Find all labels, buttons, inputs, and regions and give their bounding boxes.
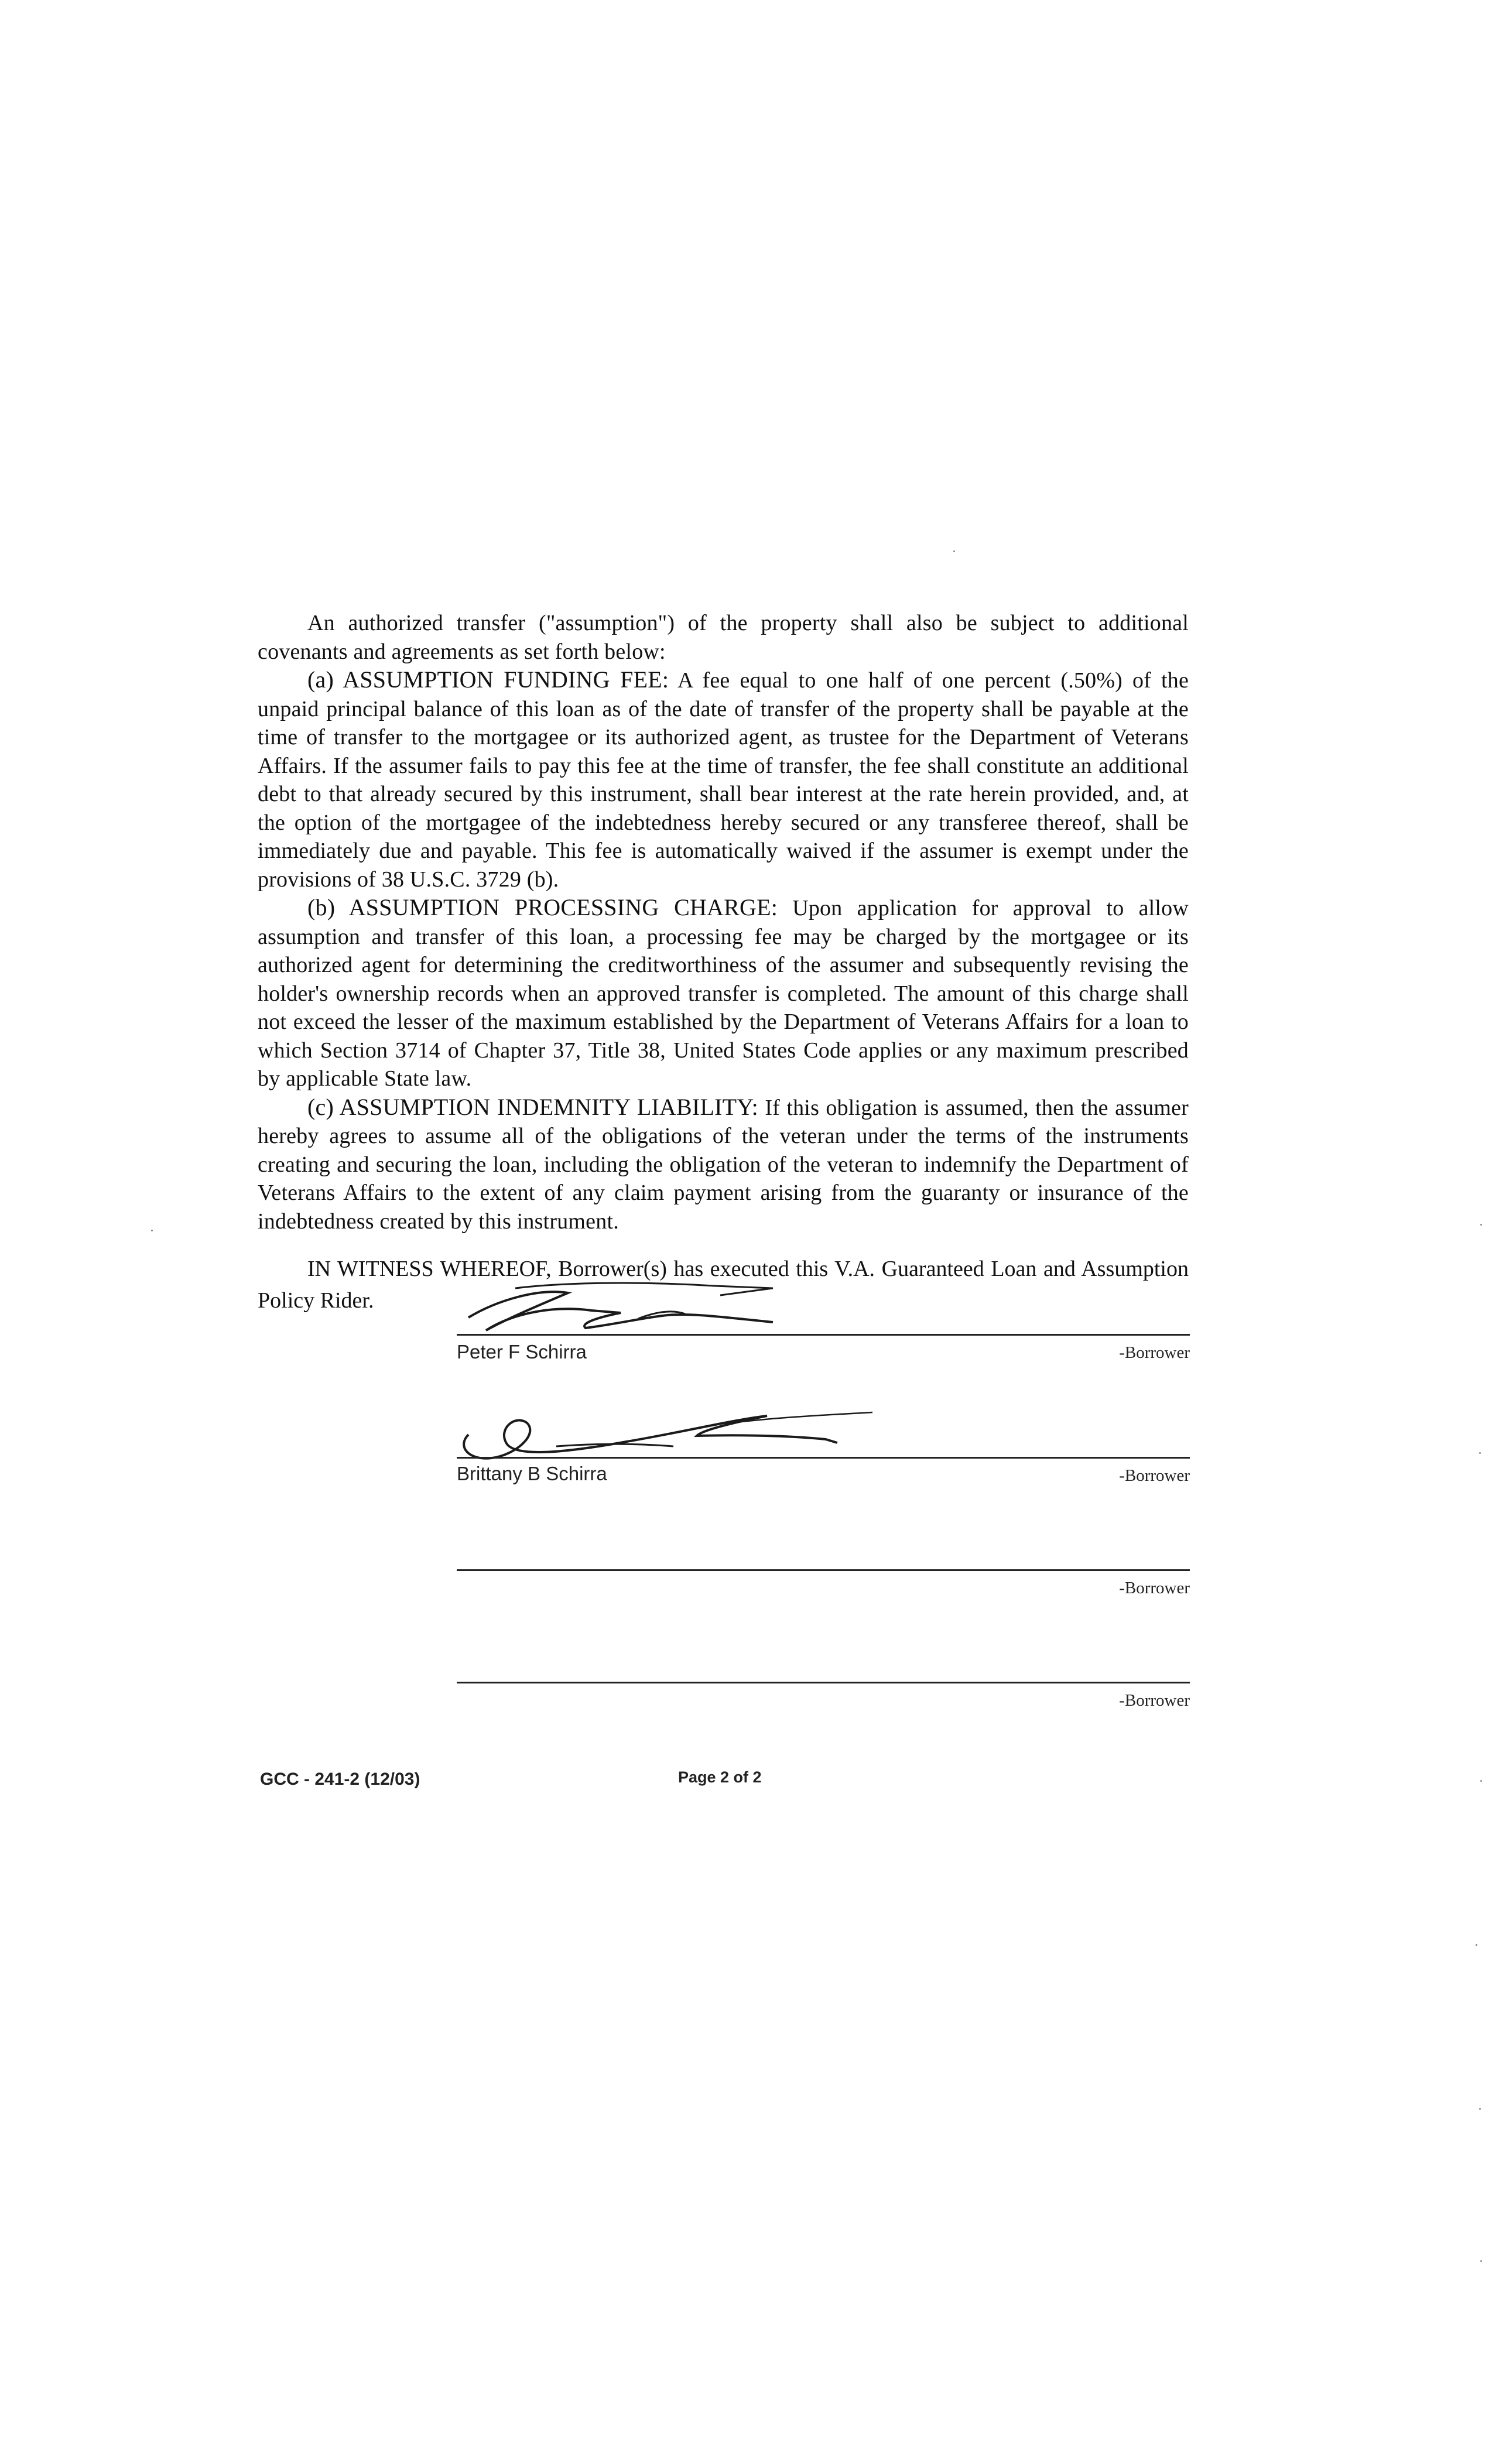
signer-name: Brittany B Schirra (457, 1463, 607, 1484)
signature-line (457, 1569, 1190, 1571)
clause-funding-fee (258, 666, 1189, 894)
clause-heading: (b) ASSUMPTION PROCESSING CHARGE: (307, 894, 778, 920)
signer-role: -Borrower (1119, 1579, 1190, 1597)
page-number: Page 2 of 2 (678, 1768, 762, 1786)
signer-name: Peter F Schirra (457, 1341, 587, 1363)
intro-paragraph: An authorized transfer ("assumption") of the property shall also be subject to additional covenants and agreements as set forth below: (258, 611, 1189, 664)
scan-speck (953, 550, 955, 552)
witness-paragraph: IN WITNESS WHEREOF, Borrower(s) has executed this V.A. Guaranteed Loan and Assumption Policy Rider. (258, 1257, 1189, 1313)
clause-heading: (c) ASSUMPTION INDEMNITY LIABILITY: (307, 1093, 758, 1120)
clause-text: Upon application for approval to allow assumption and transfer of this loan, a processing fee may be charged by the mortgagee or its authorized agent for determining the creditworthiness of the assumer and subsequently revising the holder's ownership records when an approved transfer is completed. The amount of this charge shall not exceed the lesser of the maximum established by the Department of Veterans Affairs for a loan to which Section 3714 of Chapter 37, Title 38, United States Code applies or any maximum prescribed by applicable State law. (258, 896, 1189, 1091)
form-number: GCC - 241-2 (12/03) (260, 1770, 420, 1789)
clause-heading: (a) ASSUMPTION FUNDING FEE: (307, 666, 669, 693)
signature-line (457, 1682, 1190, 1683)
clause-text: A fee equal to one half of one percent (.50%) of the unpaid principal balance of this loan as of the date of transfer of the property shall be payable at the time of transfer to the mortgagee or its authorized agent, as trustee for the Department of Veterans Affairs. If the assumer fails to pay this fee at the time of transfer, the fee shall constitute an additional debt to that already secured by this instrument, shall bear interest at the rate herein provided, and, at the option of the mortgagee of the indebtedness hereby secured or any transferee thereof, shall be immediately due and payable. This fee is automatically waived if the assumer is exempt under the provisions of 38 U.S.C. 3729 (b). (258, 668, 1189, 892)
signature-block-4 (457, 1624, 1190, 1710)
scan-speck (1479, 2108, 1481, 2110)
scan-speck (151, 1230, 153, 1231)
signer-role: -Borrower (1119, 1466, 1190, 1485)
signer-role: -Borrower (1119, 1343, 1190, 1362)
scan-speck (1480, 1224, 1482, 1226)
clause-indemnity-liability (258, 1093, 1189, 1236)
clause-text: If this obligation is assumed, then the assumer hereby agrees to assume all of the obligations of the veteran under the terms of the instruments creating and securing the loan, including the obligation of the veteran to indemnify the Department of Veterans Affairs to the extent of any claim payment arising from the guaranty or insurance of the indebtedness created by this instrument. (258, 1095, 1189, 1234)
signature-block-2 (457, 1399, 1190, 1485)
signature-peter-schirra (445, 1277, 855, 1341)
signature-brittany-schirra (451, 1399, 896, 1470)
signature-line (457, 1457, 1190, 1459)
signer-role: -Borrower (1119, 1691, 1190, 1710)
scan-speck (1480, 1780, 1482, 1782)
signature-block-3 (457, 1512, 1190, 1597)
rider-body (258, 609, 1189, 1236)
scan-speck (1479, 1452, 1481, 1454)
scan-speck (1480, 2260, 1482, 2262)
signature-block-1 (457, 1277, 1190, 1363)
signature-line (457, 1334, 1190, 1336)
clause-processing-charge (258, 894, 1189, 1093)
scan-speck (1476, 1944, 1477, 1946)
